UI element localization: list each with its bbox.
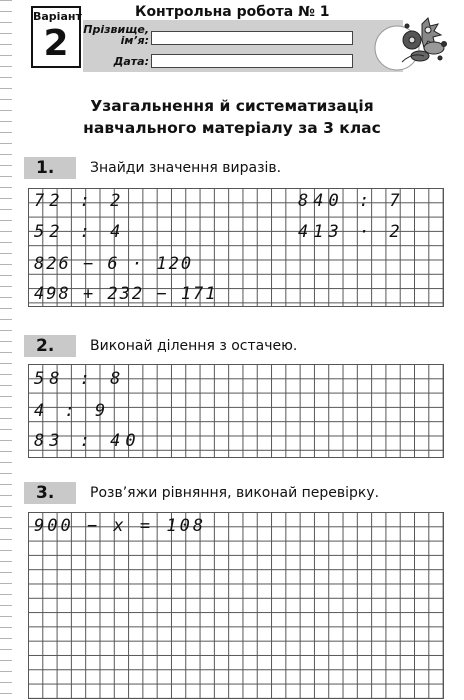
surname-label: Прізвище, <box>83 23 149 36</box>
task-1-expr-6: 413 · 2 <box>298 222 405 242</box>
task-1-expr-2: 52 : 4 <box>34 222 126 242</box>
task-1-instruction: Знайди значення виразів. <box>90 160 282 176</box>
task-1-expr-4: 498 + 232 − 171 <box>34 284 218 304</box>
variant-box <box>31 6 81 68</box>
task-3-number: 3. <box>24 482 76 504</box>
task-2-instruction: Виконай ділення з остачею. <box>90 338 298 354</box>
task-2-expr-2: 4 : 9 <box>34 401 111 421</box>
main-title-line1: Узагальнення й систематизація <box>90 97 374 115</box>
task-3-grid[interactable] <box>28 512 444 699</box>
test-title: Контрольна робота № 1 <box>135 4 330 20</box>
name-label: ім’я: <box>120 34 149 47</box>
main-title-line2: навчального матеріалу за 3 клас <box>83 119 381 137</box>
date-label: Дата: <box>113 55 149 68</box>
variant-label: Варіант <box>33 10 82 23</box>
task-3-instruction: Розв’яжи рівняння, виконай перевірку. <box>90 485 380 501</box>
task-1-expr-1: 72 : 2 <box>34 191 126 211</box>
date-field[interactable] <box>151 54 353 68</box>
task-1-expr-3: 826 − 6 · 120 <box>34 254 194 274</box>
task-1-number: 1. <box>24 157 76 179</box>
name-field[interactable] <box>151 31 353 45</box>
variant-number: 2 <box>43 23 69 64</box>
task-2-expr-1: 58 : 8 <box>34 369 126 389</box>
flower-bouquet-icon <box>362 14 452 76</box>
task-1-expr-5: 840 : 7 <box>298 191 405 211</box>
task-2-number: 2. <box>24 335 76 357</box>
task-3-expr-1: 900 − x = 108 <box>34 516 207 536</box>
task-2-expr-3: 83 : 40 <box>34 431 141 451</box>
main-title <box>0 95 464 139</box>
